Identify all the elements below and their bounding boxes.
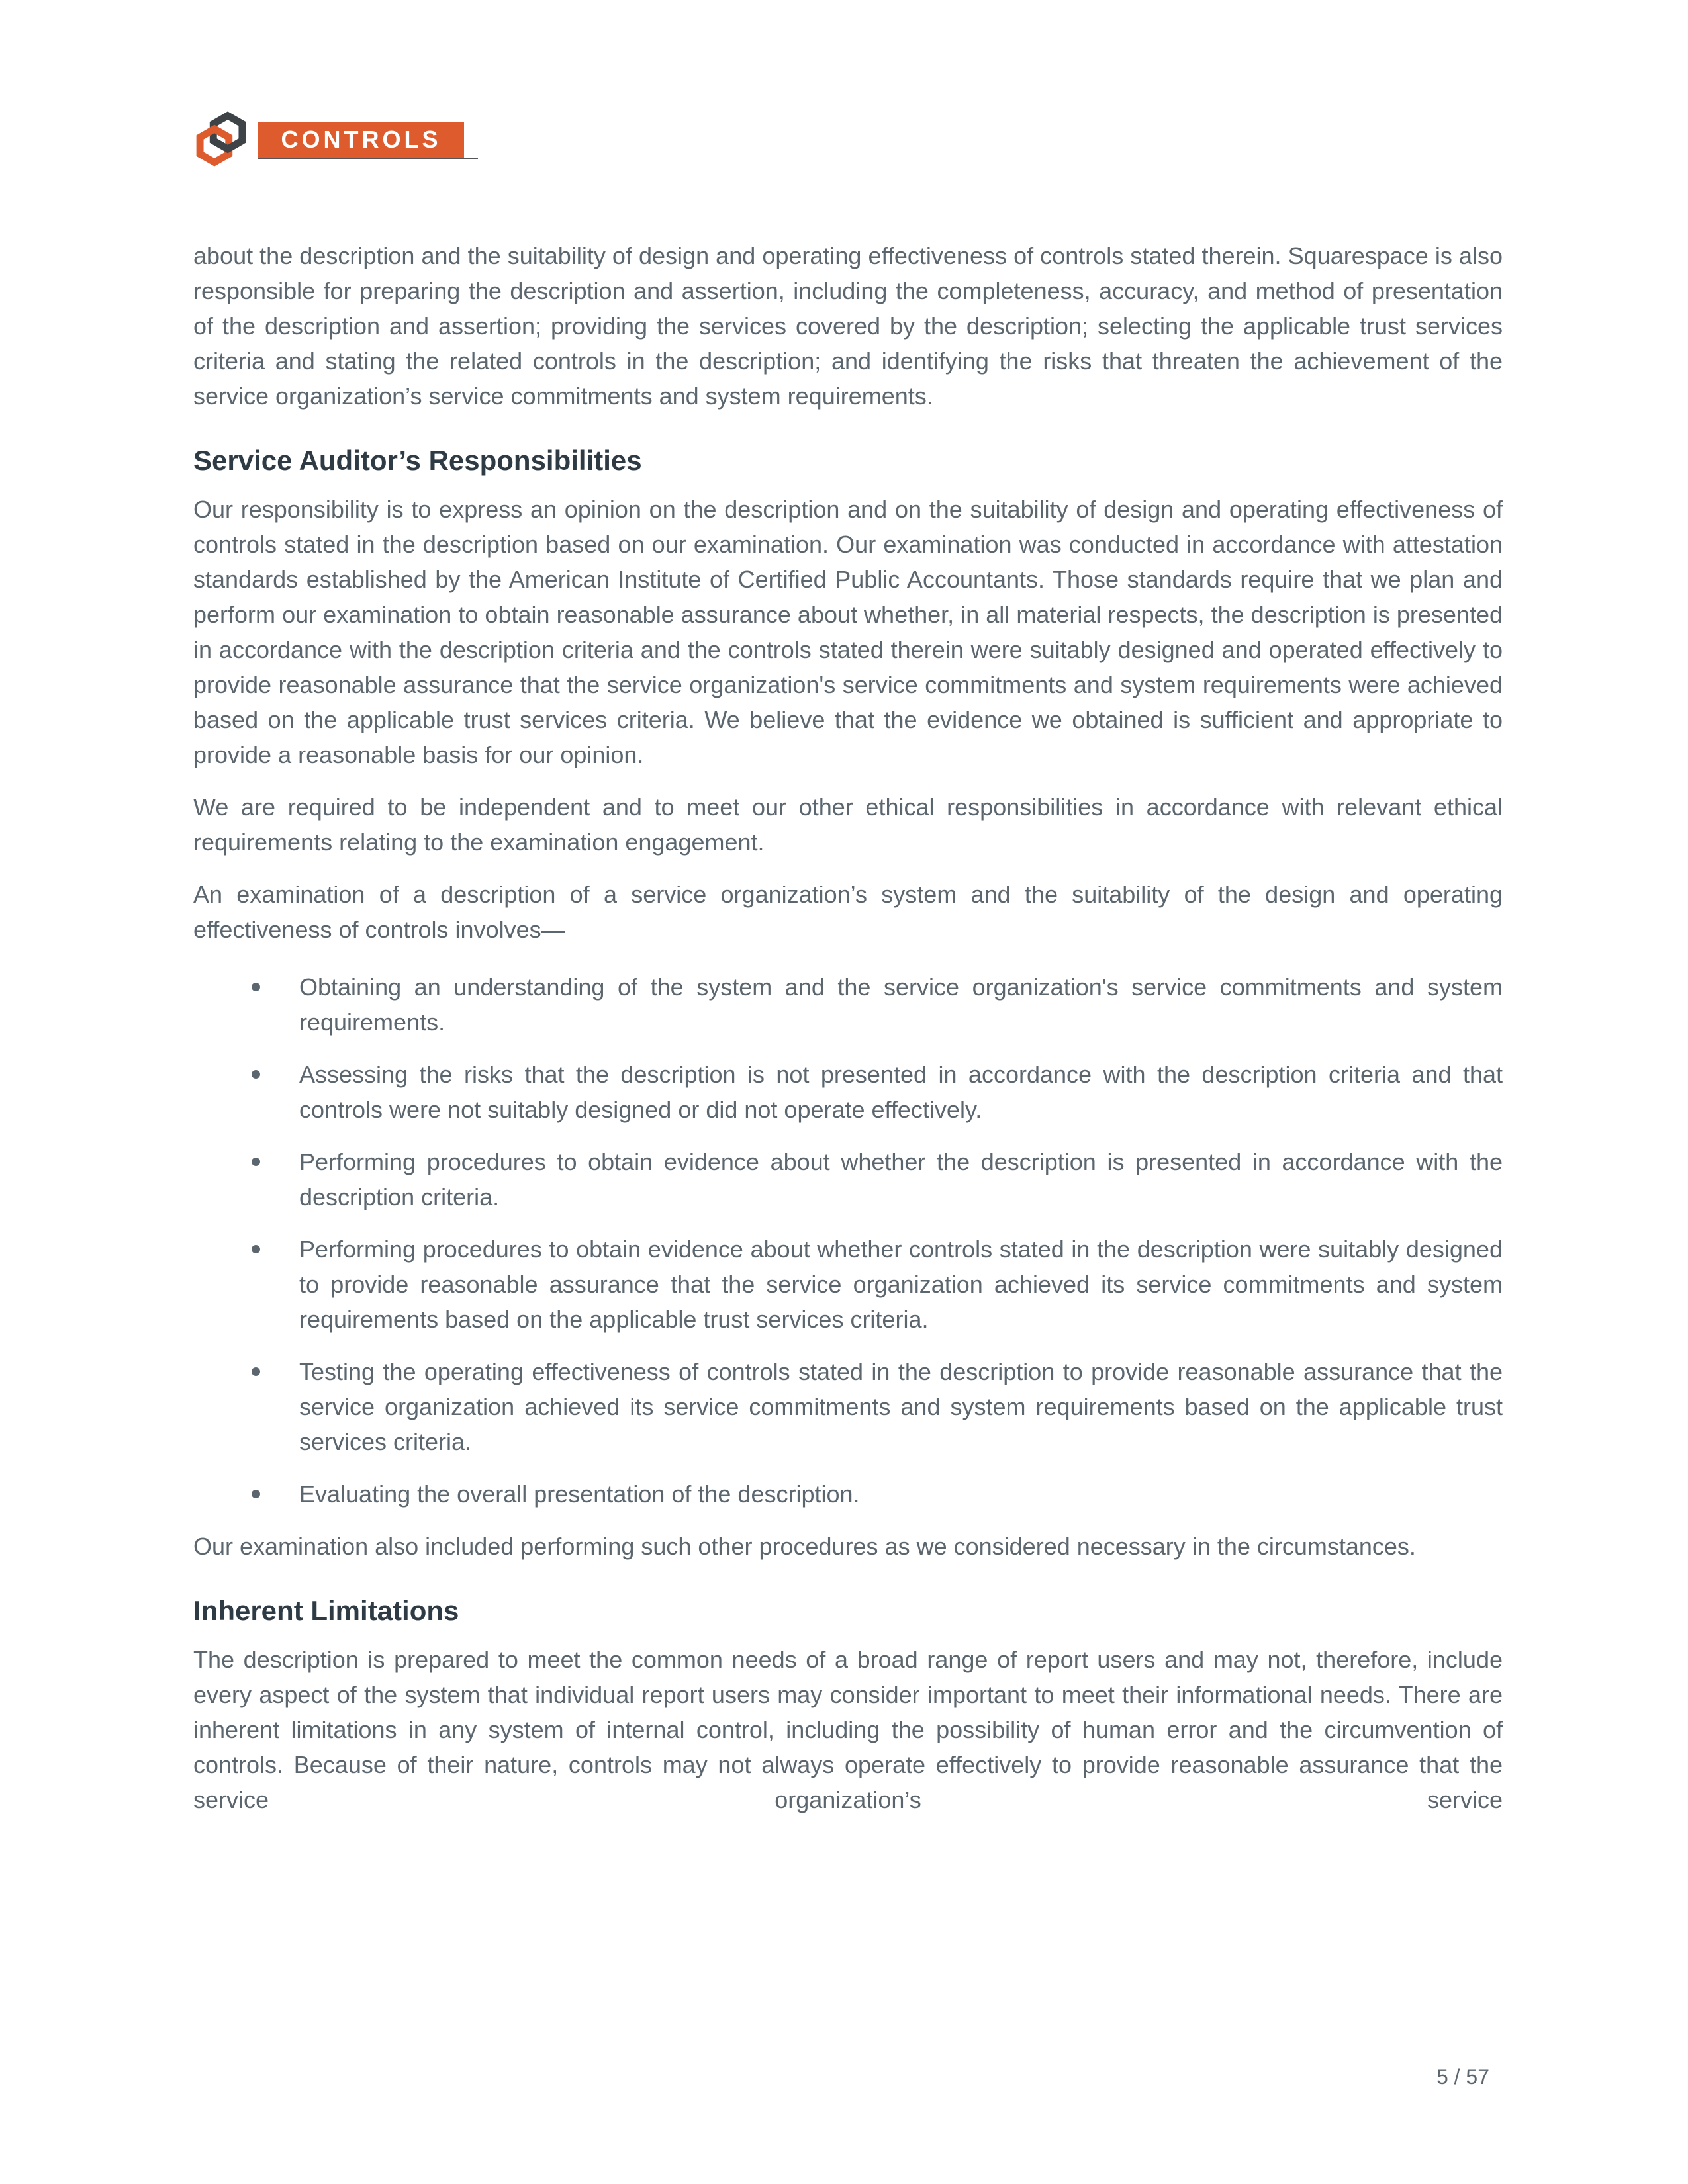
paragraph-independence: We are required to be independent and to meet our other ethical responsibilities in accordance with relevant ethical requirements relating to the examination engagement.	[193, 794, 1503, 856]
heading-inherent-limitations: Inherent Limitations	[193, 1595, 459, 1626]
paragraph-responsibility: Our responsibility is to express an opinion on the description and on the suitability of design and operating effectiveness of controls stated in the description based on our examination. Our examination was conducted in accordance with attestation standards established by the American Institute of Certified Public Accountants. Those standards require that we plan and perform our examination to obtain reasonable assurance about whether, in all material respects, the description is presented in accordance with the description criteria and the controls stated therein were suitably designed and operated effectively to provide reasonable assurance that the service organization's service commitments and system requirements were achieved based on the applicable trust services criteria. We believe that the evidence we obtained is sufficient and appropriate to provide a reasonable basis for our opinion.	[193, 496, 1503, 768]
paragraph-examination-involves: An examination of a description of a service organization’s system and the suitability of the design and operating effectiveness of controls involves—	[193, 881, 1503, 943]
page-content	[193, 0, 1503, 1835]
paragraph-other-procedures: Our examination also included performing such other procedures as we considered necessary in the circumstances.	[193, 1533, 1416, 1560]
bullet-item: Performing procedures to obtain evidence about whether the description is presented in accordance with the description criteria.	[299, 1144, 1503, 1214]
company-logo	[193, 110, 1503, 168]
heading-service-auditors-responsibilities: Service Auditor’s Responsibilities	[193, 445, 642, 476]
bullet-item: Performing procedures to obtain evidence about whether controls stated in the description were suitably designed to provide reasonable assurance that the service organization achieved its service commitments and system requirements based on the applicable trust services criteria.	[299, 1232, 1503, 1337]
bullet-item: Testing the operating effectiveness of controls stated in the description to provide reasonable assurance that the service organization achieved its service commitments and system requirements based on the applicable trust services criteria.	[299, 1354, 1503, 1459]
bullet-item: Assessing the risks that the description is not presented in accordance with the description criteria and that controls were not suitably designed or did not operate effectively.	[299, 1057, 1503, 1127]
intro-paragraph: about the description and the suitability of design and operating effectiveness of controls stated therein. Squarespace is also responsible for preparing the description and assertion, including the completeness, accuracy, and method of presentation of the description and assertion; providing the services covered by the description; selecting the applicable trust services criteria and stating the related controls in the description; and identifying the risks that threaten the achievement of the service organization’s service commitments and system requirements.	[193, 242, 1503, 410]
paragraph-inherent-limitations: The description is prepared to meet the common needs of a broad range of report users and may not, therefore, include every aspect of the system that individual report users may consider important to meet their informational needs. There are inherent limitations in any system of internal control, including the possibility of human error and the circumvention of controls. Because of their nature, controls may not always operate effectively to provide reasonable assurance that the service organization’s service	[193, 1646, 1503, 1813]
logo-underline	[258, 122, 478, 159]
examination-bullet-list	[193, 970, 1503, 1512]
interlocking-hexagons-icon	[193, 110, 249, 168]
logo-wordmark: CONTROLS	[258, 122, 464, 158]
bullet-item: Obtaining an understanding of the system and the service organization's service commitments and system requirements.	[299, 970, 1503, 1040]
page-number: 5 / 57	[1436, 2065, 1489, 2089]
document-body	[193, 238, 1503, 1817]
bullet-item: Evaluating the overall presentation of the description.	[299, 1477, 1503, 1512]
